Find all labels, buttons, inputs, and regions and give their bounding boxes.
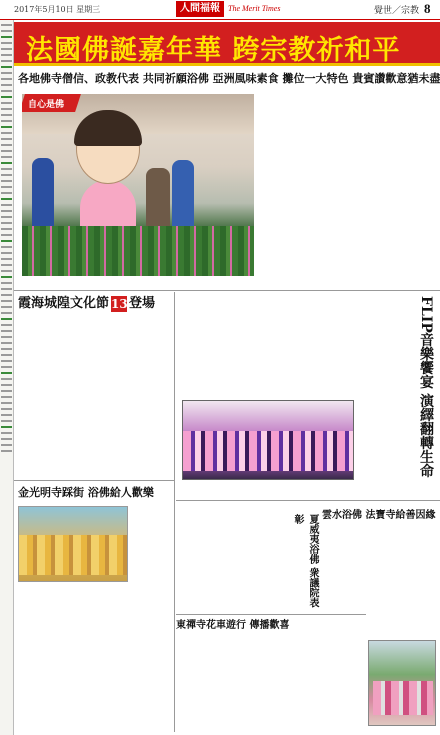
masthead [0,0,440,20]
story-headline-dongchan: 東禪寺花車遊行 傳播歡喜 [176,620,290,631]
newspaper-logo-en: The Merit Times [228,4,281,13]
main-headline: 法國佛誕嘉年華 跨宗教祈和平 [26,35,401,66]
story-body-xiahai [18,318,170,468]
main-photo [22,94,254,276]
page-number: 8 [424,1,431,16]
story-headline-flip: FLIP音樂饗宴 演繹翻轉生命 [418,296,434,478]
story-headline-xiahai: 霞海城隍文化節 13登場 [18,296,156,311]
headline-banner [14,22,440,66]
photo-yunshui [368,640,436,726]
issue-date: 2017年5月10日 星期三 [14,5,101,14]
story-headline-jinguang: 金光明寺踩街 浴佛給人歡樂 [18,486,154,499]
left-index-strip [0,20,14,735]
monk-figure [146,168,170,232]
story-headline-yunshui: 雲水浴佛 法寶寺給善因緣 [322,510,436,521]
flower-display [22,226,254,276]
story-body-dongchan [176,636,362,732]
story-body-yunshui [322,526,434,636]
main-story-body [262,92,436,294]
photo-jinguang [18,506,128,582]
newspaper-logo: 人間福報 [176,1,224,17]
story-body-flip [360,296,412,532]
sub-headline: 各地佛寺僧信、政教代表 共同祈願浴佛 亞洲風味素食 攤位一大特色 貴賓讚歡意猶未盡 [18,72,440,85]
story-body-xiawei [176,506,300,612]
photo-ribbon-label: 自心是佛 [28,100,65,110]
section-name: 覺世／宗教 [374,6,420,16]
volunteer-figure [172,160,194,230]
story-headline-xiawei: 夏威夷浴佛 衆議院表彰 [292,514,318,608]
story-body-jinguang [130,506,174,732]
photo-flip-dancers [182,400,354,480]
story-body-jinguang-2 [18,606,128,732]
